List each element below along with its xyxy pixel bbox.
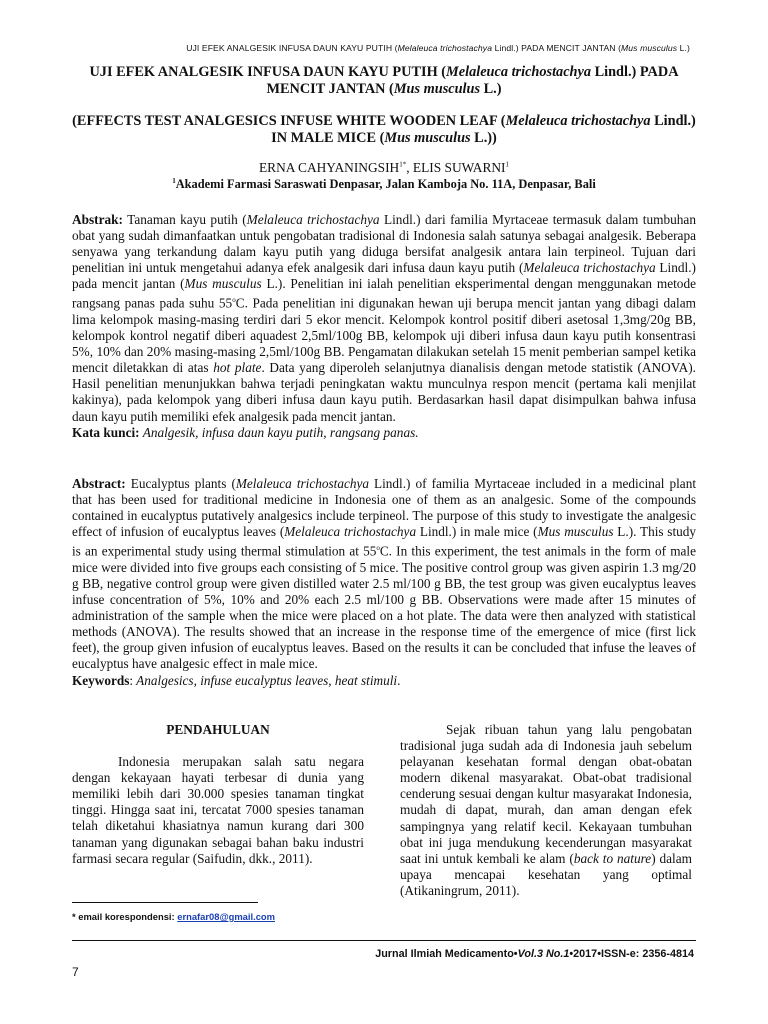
abstrak-text-2: Lindl.) dari familia Myrtaceae termasuk dalam tumbuhan obat yang sudah dimanfaatkan untuk pengobatan tradisional di Indonesia salah satunya sebagai analgesik. Beberapa senyawa yang terkandung dalam kayu putih yang diduga bersifat analgesik antara lain terpineol. Tujuan dari penelitian ini untuk mengetahui adanya efek analgesik dari infusa daun kayu putih ( — [72, 212, 696, 276]
keywords-text: Analgesics, infuse eucalyptus leaves, heat stimuli — [133, 672, 398, 688]
abstract-en-label: Abstract: — [72, 476, 126, 491]
intro-p2-text-b: ) dalam upaya mencapai kesehatan yang optimal (Atikaningrum, 2011). — [400, 850, 692, 898]
page-number: 7 — [72, 965, 79, 979]
title-id-c: Lindl.) PADA MENCIT JANTAN ( — [266, 64, 679, 97]
intro-p2-text-a: Sejak ribuan tahun yang lalu pengobatan tradisional juga sudah ada di Indonesia jauh sebelum pelayanan kesehatan formal dengan obat-obatan modern dikenal masyarakat. Obat-obat tradisional cenderung sesuai dengan kultur masyarakat Indonesia, mudah di dapat, murah, dan aman dengan efek sampingnya yang relatif kecil. Kekayaan tumbuhan obat ini juga mendukung kecenderungan masyarakat saat ini untuk kembali ke alam ( — [400, 722, 692, 866]
section-heading-pendahuluan: PENDAHULUAN — [166, 722, 270, 737]
footnote — [72, 911, 275, 922]
keywords — [72, 673, 696, 689]
footnote-divider — [72, 902, 258, 903]
abstrak-text-5: C. Pada penelitian ini digunakan hewan uji berupa mencit jantan yang dibagi dalam lima kelompok masing-masing terdiri dari 5 ekor mencit. Kelompok kontrol positif diberi asetosal 1,3mg/20g BB, kelompok kontrol negatif diberi aquadest 2,5ml/100g BB, kelompok uji diberi infusa daun kayu putih konsentrasi 5%, 10% dan 20% masing-masing 2,5ml/100g BB. Pengamatan dilakukan setelah 15 menit pemberian sampel ketika mencit diletakkan di atas — [72, 295, 696, 376]
authors — [72, 160, 696, 176]
abstract-en-species-1: Melaleuca trichostachya — [235, 476, 369, 491]
author-2-sup: 1 — [505, 160, 510, 169]
abstrak-text-6: . Data yang diperoleh selanjutnya dianalisis dengan metode statistik (ANOVA). Hasil penelitian menunjukkan bahwa terjadi peningkatan waktu munculnya respon mencit (pertama kali menjilat kakinya), pada kelompok yang diberi infusa daun kayu putih. Berdasarkan hasil dapat disimpulkan bahwa infusa daun kayu putih memiliki efek analgesik pada mencit jantan. — [72, 360, 696, 424]
abstrak-degree: o — [232, 296, 236, 305]
abstrak-label: Abstrak: — [72, 212, 123, 227]
intro-p2-back-to-nature: back to nature — [573, 850, 652, 866]
author-2: , ELIS SUWARNI — [406, 160, 506, 175]
author-1-sup: 1 — [399, 160, 403, 169]
intro-paragraph-1: Indonesia merupakan salah satu negara dengan kekayaan hayati terbesar di dunia yang memiliki lebih dari 30.000 spesies tanaman tingkat tinggi. Hingga saat ini, tercatat 7000 spesies tanaman telah diketahui khasiatnya namun kurang dari 300 tanaman yang digunakan sebagai bahan baku industri farmasi secara regular (Saifudin, dkk., 2011). — [72, 754, 364, 866]
running-header-e: L.) — [677, 43, 690, 53]
footer-divider — [72, 940, 696, 941]
title-id-e: L.) — [480, 81, 502, 97]
footer-issn: ISSN-e: 2356-4814 — [600, 948, 694, 960]
footnote-email-link[interactable]: ernafar08@gmail.com — [177, 911, 275, 922]
abstract-en-body — [72, 476, 696, 673]
affiliation-sup: 1 — [172, 177, 176, 185]
kata-kunci-text: Analgesik, infusa daun kayu putih, rangsang panas. — [139, 424, 419, 440]
abstract-en-mus: Mus musculus — [537, 524, 614, 540]
abstract-en-text-1: Eucalyptus plants ( — [125, 476, 236, 491]
abstrak-block — [72, 212, 696, 441]
title-indonesian — [72, 64, 696, 98]
title-en-mus: Mus musculus — [384, 130, 471, 146]
title-en-e: L.)) — [470, 130, 497, 146]
intro-right-column — [400, 722, 692, 899]
footer-journal: Jurnal Ilmiah Medicamento — [375, 948, 514, 960]
intro-left-column — [72, 722, 364, 867]
running-header-species: Melaleuca trichostachya — [397, 43, 493, 53]
abstrak-mus: Mus musculus — [184, 276, 262, 292]
abstrak-text-3: Lindl.) pada mencit jantan ( — [72, 260, 696, 292]
running-header — [0, 43, 690, 53]
footer-bullet-3: • — [597, 948, 601, 960]
affiliation — [72, 177, 696, 192]
abstrak-hot-plate: hot plate — [213, 360, 262, 376]
abstrak-text-1: Tanaman kayu putih ( — [122, 212, 247, 227]
abstract-en-degree: o — [376, 544, 380, 553]
footer-year: 2017 — [573, 948, 598, 960]
intro-paragraph-2 — [400, 722, 692, 899]
author-1-star: * — [402, 160, 407, 169]
author-1: ERNA CAHYANINGSIH — [258, 160, 400, 175]
footnote-label: * email korespondensi: — [72, 911, 178, 922]
abstract-en-species-2: Melaleuca trichostachya — [284, 524, 417, 540]
abstrak-species-1: Melaleuca trichostachya — [246, 212, 380, 227]
running-header-c: Lindl.) PADA MENCIT JANTAN ( — [492, 43, 622, 53]
keywords-label: Keywords — [72, 672, 130, 688]
title-id-species: Melaleuca trichostachya — [446, 64, 591, 80]
running-header-a: UJI EFEK ANALGESIK INFUSA DAUN KAYU PUTIH ( — [186, 43, 398, 53]
kata-kunci — [72, 425, 696, 441]
affiliation-text: Akademi Farmasi Saraswati Denpasar, Jalan Kamboja No. 11A, Denpasar, Bali — [175, 177, 596, 192]
abstrak-text-4: L.). Penelitian ini ialah penelitian eksperimental dengan menggunakan metode rangsang panas pada suhu 55 — [72, 276, 696, 311]
footer-bullet-1: • — [513, 948, 518, 960]
abstrak-body — [72, 212, 696, 425]
abstract-en-block — [72, 476, 696, 689]
title-en-species: Melaleuca trichostachya — [505, 113, 651, 129]
abstract-en-text-5: C. In this experiment, the test animals in the form of male mice were divided into five groups each consisting of 5 mice. The positive control group was given aspirin 1.3 mg/20 g BB, negative control group were given distilled water 2.5 ml/100 g BB, the test group was given eucalyptus leaves infuse concentration of 5%, 10% and 20% each 2.5 ml/100 g BB. Observations were made after 15 minutes of administration of the sample when the mice were placed on a hot plate. The data were then analyzed with statistical methods (ANOVA). The results showed that an increase in the response time of the emergence of mice (first lick feet), the group given infusion of eucalyptus leaves. Based on the results it can be concluded that infuse the leaves of eucalyptus have analgesic effect in male mice. — [72, 543, 696, 672]
running-header-mus: Mus musculus — [621, 43, 678, 53]
footer-volume: Vol.3 No.1 — [517, 948, 570, 960]
abstrak-species-2: Melaleuca trichostachya — [523, 260, 656, 276]
journal-footer — [0, 948, 694, 960]
abstract-en-text-2: Lindl.) of familia Myrtaceae included in a medicinal plant that has been used for traditional medicine in Indonesia one of them as an analgesic. Some of the compounds contained in eucalyptus putatively analgesics include terpineol. The purpose of this study to investigate the analgesic effect of infusion of eucalyptus leaves ( — [72, 476, 696, 540]
keywords-end: . — [397, 672, 401, 688]
title-en-c: Lindl.) IN MALE MICE ( — [271, 113, 696, 146]
title-english — [72, 113, 696, 147]
footer-bullet-2: • — [569, 948, 574, 960]
title-id-mus: Mus musculus — [393, 81, 481, 97]
kata-kunci-label: Kata kunci: — [72, 424, 140, 440]
title-en-a: (EFFECTS TEST ANALGESICS INFUSE WHITE WOODEN LEAF ( — [72, 113, 506, 129]
abstract-en-text-4: L.). This study is an experimental study using thermal stimulation at 55 — [72, 524, 697, 559]
abstract-en-text-3: Lindl.) in male mice ( — [416, 524, 538, 540]
title-id-a: UJI EFEK ANALGESIK INFUSA DAUN KAYU PUTIH ( — [89, 64, 447, 80]
keywords-colon: : — [129, 672, 134, 688]
